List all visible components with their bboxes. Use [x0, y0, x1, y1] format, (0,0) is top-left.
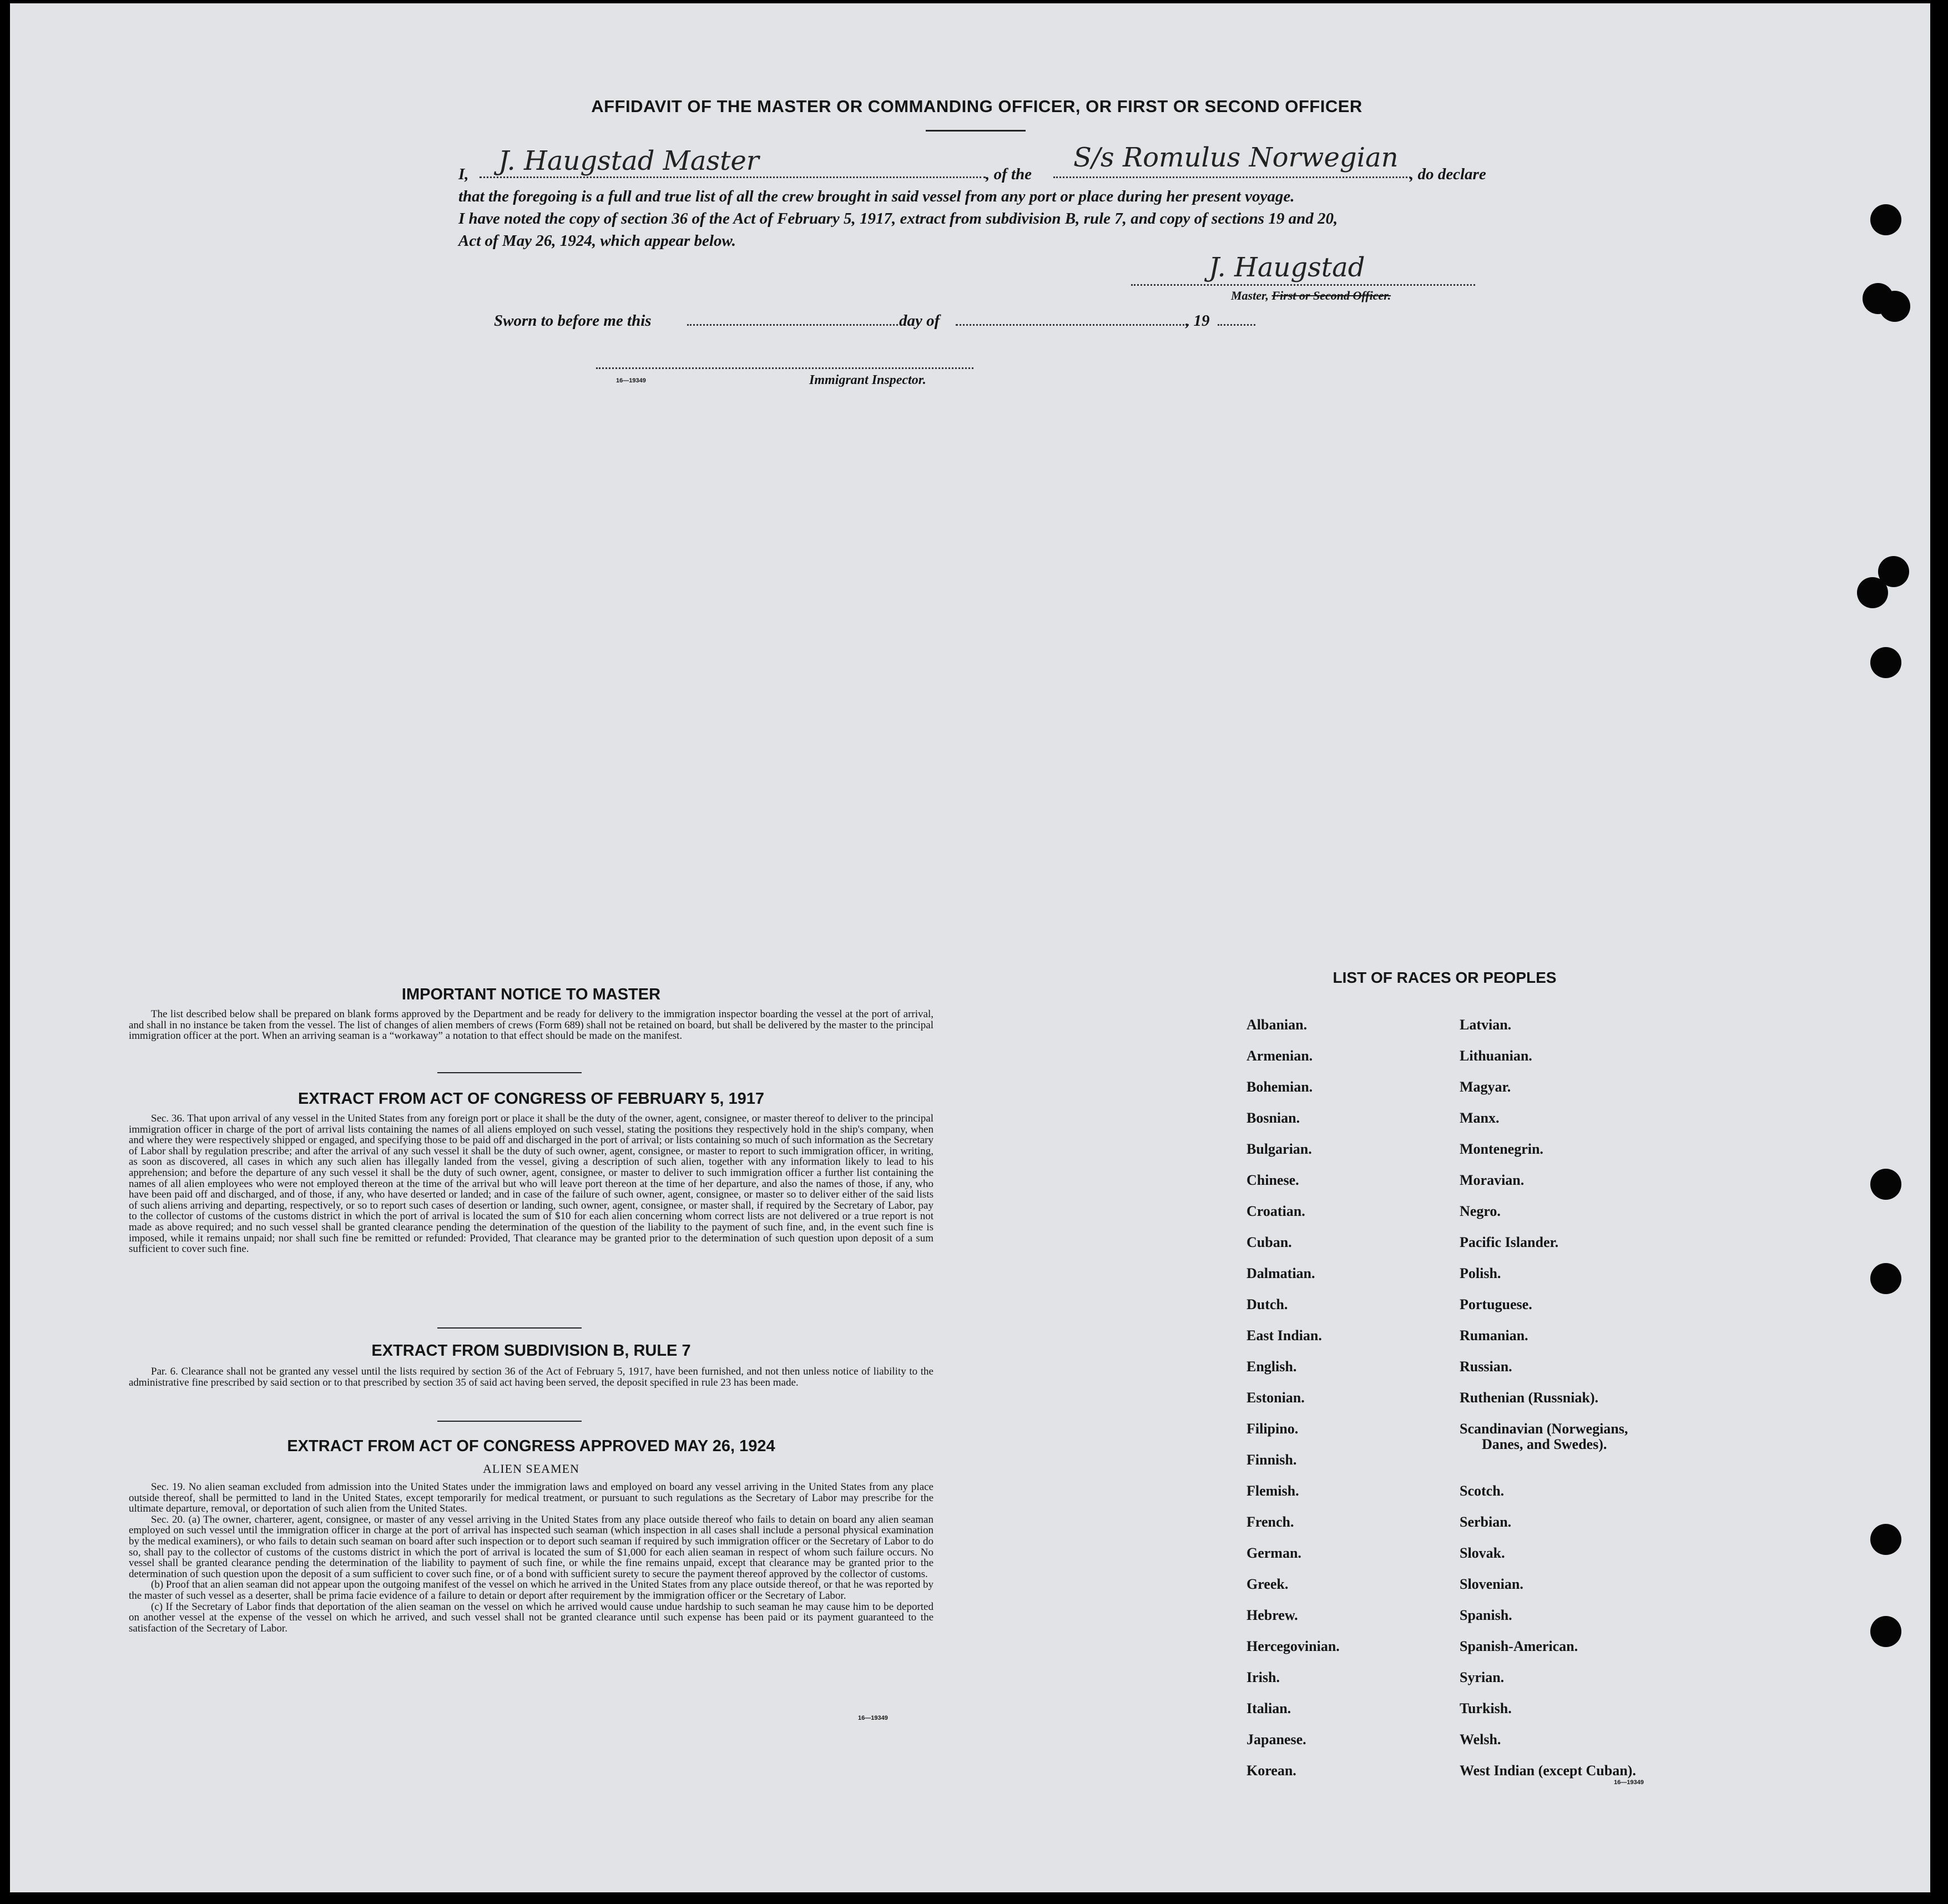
sworn-month-blank [956, 324, 1189, 326]
races-list-right [1460, 1017, 1636, 1794]
vessel-blank [1053, 176, 1411, 178]
race-item: Turkish. [1460, 1700, 1512, 1716]
race-item: Russian. [1460, 1358, 1512, 1375]
sworn-year-blank [1218, 324, 1255, 326]
race-item: Syrian. [1460, 1669, 1505, 1685]
sworn-label: Sworn to before me this [494, 312, 652, 330]
declaration-line-3: Act of May 26, 1924, which appear below. [458, 232, 736, 250]
form-number-notice: 16—19349 [858, 1715, 888, 1721]
race-item: Cuban. [1246, 1234, 1292, 1250]
punch-hole [1870, 1169, 1901, 1200]
race-item: East Indian. [1246, 1327, 1322, 1344]
race-item: Flemish. [1246, 1483, 1299, 1499]
master-signature: J. Haugstad [1209, 252, 1365, 283]
sworn-day-blank [687, 324, 898, 326]
sec19-paragraph: Sec. 19. No alien seaman excluded from admission into the United States under the immigration laws and employed on board any vessel arriving in the United States from any place outside thereof, shall be permitted to land in the United States, except temporarily for medical treatment, or pursuant to such regulations as the Secretary of Labor may prescribe for the ultimate departure, removal, or deportation of such alien from the United States. [129, 1481, 933, 1515]
race-item: Slovenian. [1460, 1576, 1523, 1592]
race-item: Scotch. [1460, 1483, 1505, 1499]
punch-hole [1870, 1263, 1901, 1294]
race-item: Slovak. [1460, 1545, 1505, 1561]
race-item: Japanese. [1246, 1731, 1306, 1748]
race-item: Bosnian. [1246, 1110, 1300, 1126]
notice-title: IMPORTANT NOTICE TO MASTER [401, 986, 661, 1003]
race-item: Dutch. [1246, 1296, 1288, 1312]
extract-1917-title: EXTRACT FROM ACT OF CONGRESS OF FEBRUARY 5, 1917 [297, 1090, 765, 1108]
race-item: Hercegovinian. [1246, 1638, 1340, 1654]
race-item: German. [1246, 1545, 1301, 1561]
extract-1924-text [129, 1482, 933, 1634]
form-number-top: 16—19349 [616, 377, 646, 384]
race-item: Pacific Islander. [1460, 1234, 1559, 1250]
race-item: Portuguese. [1460, 1296, 1532, 1312]
race-item: Irish. [1246, 1669, 1280, 1685]
inspector-signature-line [596, 367, 973, 369]
race-item: Korean. [1246, 1762, 1296, 1779]
race-item: Spanish-American. [1460, 1638, 1578, 1654]
vessel-handwriting: S/s Romulus Norwegian [1073, 142, 1399, 173]
notice-text [129, 1009, 933, 1042]
notice-paragraph: The list described below shall be prepared on blank forms approved by the Department and be ready for delivery to the immigration inspector boarding the vessel at the port of arrival, and shall in no instance be taken from the vessel. The list of changes of alien members of crews (Form 689) shall not be retained on board, but shall be delivered by the master to the principal immigration officer at the port. When an arriving seaman is a “workaway” a notation to that effect should be made on the manifest. [129, 1008, 933, 1042]
race-item: Bohemian. [1246, 1079, 1313, 1095]
declarant-handwriting: J. Haugstad Master [498, 145, 759, 176]
races-title: LIST OF RACES OR PEOPLES [1333, 969, 1557, 986]
declarant-blank [480, 176, 986, 178]
signature-caption [1231, 289, 1391, 303]
race-item: Albanian. [1246, 1017, 1308, 1033]
section-divider [437, 1072, 582, 1073]
race-item: Chinese. [1246, 1172, 1299, 1188]
caption-struck-officer: First or Second Officer. [1271, 289, 1391, 302]
punch-hole [1879, 291, 1910, 322]
race-item: Dalmatian. [1246, 1265, 1315, 1281]
race-item: Armenian. [1246, 1048, 1313, 1064]
race-item: Hebrew. [1246, 1607, 1298, 1623]
of-the-label: , of the [986, 165, 1032, 183]
declaration-line-2: I have noted the copy of section 36 of the Act of February 5, 1917, extract from subdivision B, rule 7, and copy of sections 19 and 20, [458, 210, 1338, 228]
punch-hole [1870, 1524, 1901, 1555]
race-item: Magyar. [1460, 1079, 1511, 1095]
race-item: Italian. [1246, 1700, 1291, 1716]
signature-line [1131, 284, 1475, 286]
extract-1924-subtitle: ALIEN SEAMEN [483, 1462, 579, 1476]
race-item: French. [1246, 1514, 1294, 1530]
sec20a-paragraph: Sec. 20. (a) The owner, charterer, agent, consignee, or master of any vessel arriving in the United States from any place outside thereof who fails to detain on board any alien seaman employed on such vessel until the immigration officer in charge at the port of arrival has inspected such seaman (which inspection in all cases shall include a personal physical examination by the medical examiners), or who fails to detain such seaman on board after such inspection or to deport such seaman if required by such immigration officer or the Secretary of Labor to do so, shall pay to the collector of customs of the customs district in which the port of arrival is located the sum of $1,000 for each alien seaman in respect of whom such failure occurs. No vessel shall be granted clearance pending the determination of the liability to payment of such fine, or while the fine remains unpaid, except that clearance may be granted prior to the determination of such question upon the deposit of a sum sufficient to cover such fine, or of a bond with sufficient surety to secure the payment thereof approved by the collector of customs. [129, 1513, 933, 1580]
sec20b-paragraph: (b) Proof that an alien seaman did not appear upon the outgoing manifest of the vessel on which he arrived in the United States from any place outside thereof, or that he was reported by the master of such vessel as a deserter, shall be prima facie evidence of a failure to detain or deport after requirement by the immigration officer or the Secretary of Labor. [129, 1579, 933, 1602]
day-of-label: day of [899, 312, 940, 330]
race-item: Lithuanian. [1460, 1048, 1532, 1064]
race-item: Estonian. [1246, 1390, 1305, 1406]
race-item: Welsh. [1460, 1731, 1501, 1748]
extract-rule7-title: EXTRACT FROM SUBDIVISION B, RULE 7 [371, 1342, 691, 1360]
extract-rule7-text [129, 1366, 933, 1388]
section-divider [437, 1421, 582, 1422]
race-item: Latvian. [1460, 1017, 1512, 1033]
race-item: Serbian. [1460, 1514, 1512, 1530]
race-item: Polish. [1460, 1265, 1501, 1281]
races-list-left [1246, 1017, 1340, 1794]
caption-master: Master, [1231, 289, 1272, 302]
year-label: , 19 [1185, 312, 1210, 330]
race-item: Manx. [1460, 1110, 1500, 1126]
form-number-races: 16—19349 [1614, 1779, 1644, 1786]
race-item: Rumanian. [1460, 1327, 1528, 1344]
race-item: Scandinavian (Norwegians, [1460, 1421, 1628, 1437]
race-item: Spanish. [1460, 1607, 1512, 1623]
extract-1917-paragraph: Sec. 36. That upon arrival of any vessel in the United States from any foreign port or place it shall be the duty of the owner, agent, consignee, or master thereof to deliver to the principal immigration officer in charge of the port of arrival lists containing the names of all aliens employed on such vessel, stating the positions they respectively hold in the ship's company, when and where they were respectively shipped or engaged, and specifying those to be paid off and discharged in the port of arrival; or lists containing so much of such information as the Secretary of Labor shall by regulation prescribe; and after the arrival of any such vessel it shall be the duty of such owner, agent, consignee, or master to report to such immigration officer, in writing, as soon as discovered, all cases in which any such alien has illegally landed from the vessel, giving a description of such alien, together with any information likely to lead to his apprehension; and before the departure of any such vessel it shall be the duty of such owner, agent, consignee, or master to deliver to such immigration officer a further list containing the names of all alien employees who were not employed thereon at the time of the arrival but who will leave port thereon at the time of her departure, and also the names of those, if any, who have been paid off and discharged, and of those, if any, who have deserted or landed; and in case of the failure of such owner, agent, consignee, or master so to deliver either of the said lists of such aliens arriving and departing, respectively, or so to report such cases of desertion or landing, such owner, agent, consignee, or master shall, if required by the Secretary of Labor, pay to the collector of customs of the customs district in which the port of arrival is located the sum of $10 for each alien concerning whom correct lists are not delivered or a true report is not made as above required; and no such vessel shall be granted clearance pending the determination of the question of the liability to the payment of such fine, and, in the event such fine is imposed, while it remains unpaid; nor shall such fine be remitted or refunded: Provided, That clearance may be granted prior to the determination of such question upon deposit of a sum sufficient to cover such fine. [129, 1113, 933, 1255]
race-item: Bulgarian. [1246, 1141, 1312, 1157]
race-item: Moravian. [1460, 1172, 1525, 1188]
race-item: Finnish. [1246, 1452, 1297, 1468]
race-item: Croatian. [1246, 1203, 1305, 1219]
race-item: Montenegrin. [1460, 1141, 1543, 1157]
punch-hole [1870, 647, 1901, 678]
extract-rule7-paragraph: Par. 6. Clearance shall not be granted any vessel until the lists required by section 36 of the Act of February 5, 1917, have been furnished, and not then unless notice of liability to the administrative fine prescribed by said section or to that prescribed by section 35 of said act having been served, the deposit specified in rule 23 has been made. [129, 1366, 933, 1388]
section-divider [437, 1327, 582, 1329]
declaration-line-1: that the foregoing is a full and true list of all the crew brought in said vessel from any port or place during her present voyage. [458, 188, 1295, 205]
race-item: English. [1246, 1358, 1297, 1375]
extract-1924-title: EXTRACT FROM ACT OF CONGRESS APPROVED MAY 26, 1924 [287, 1437, 775, 1455]
extract-1917-text [129, 1113, 933, 1255]
affidavit-title: AFFIDAVIT OF THE MASTER OR COMMANDING OFFICER, OR FIRST OR SECOND OFFICER [591, 97, 1362, 116]
do-declare-label: , do declare [1410, 165, 1486, 183]
form-sheet [10, 3, 1930, 1892]
punch-hole [1857, 577, 1888, 608]
punch-hole [1870, 204, 1901, 235]
sec20c-paragraph: (c) If the Secretary of Labor finds that deportation of the alien seaman on the vessel on which he arrived would cause undue hardship to such seaman he may cause him to be deported on another vessel at the expense of the vessel on which he arrived, and such vessel shall not be granted clearance until such expense has been paid or its payment guaranteed to the satisfaction of the Secretary of Labor. [129, 1600, 933, 1634]
race-item: Filipino. [1246, 1421, 1299, 1437]
race-item: West Indian (except Cuban). [1460, 1762, 1636, 1779]
i-label: I, [458, 165, 469, 183]
punch-hole [1870, 1616, 1901, 1647]
race-item: Danes, and Swedes). [1482, 1436, 1607, 1452]
race-item: Ruthenian (Russniak). [1460, 1390, 1598, 1406]
race-item: Negro. [1460, 1203, 1501, 1219]
race-item: Greek. [1246, 1576, 1289, 1592]
title-underline [926, 130, 1026, 132]
inspector-label: Immigrant Inspector. [809, 373, 926, 387]
